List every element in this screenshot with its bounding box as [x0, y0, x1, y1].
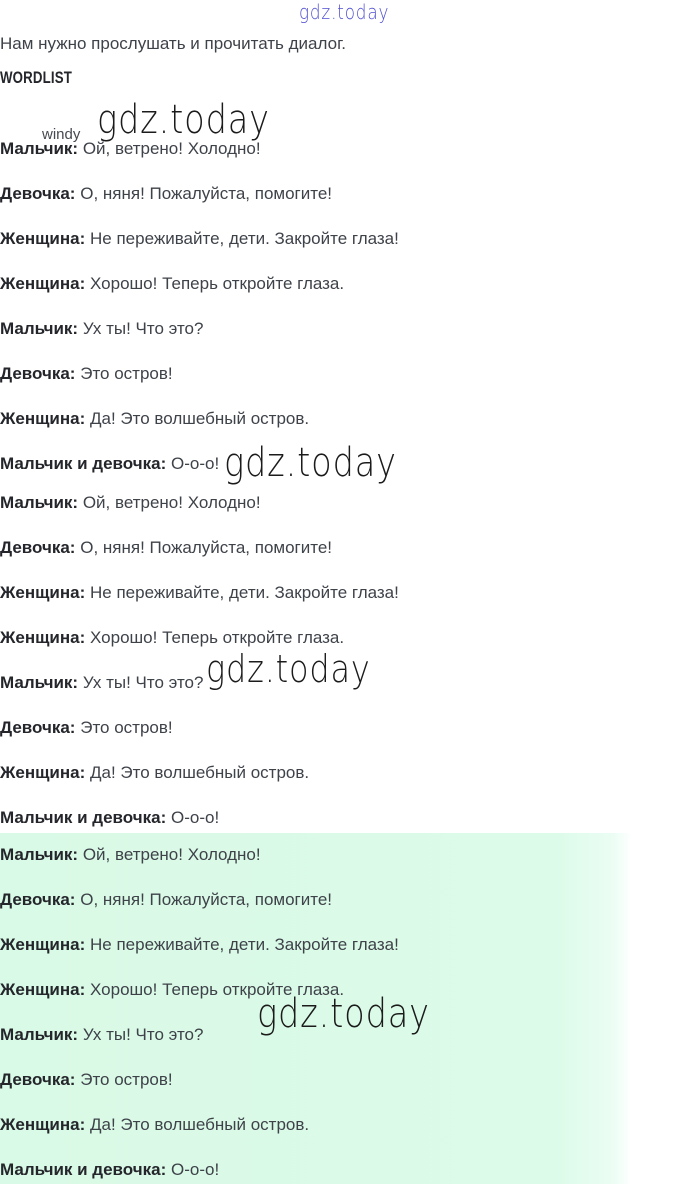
dialog-line [0, 319, 203, 339]
dialog-line [0, 628, 344, 648]
speaker-label: Мальчик: [0, 493, 79, 512]
dialog-line [0, 808, 219, 828]
task-description: Нам нужно прослушать и прочитать диалог. [0, 34, 346, 53]
speech-text: Ой, ветрено! Холодно! [82, 139, 261, 158]
speaker-label: Женщина: [0, 583, 86, 602]
speaker-label: Мальчик: [0, 319, 79, 338]
speech-text: Ух ты! Что это? [82, 319, 204, 338]
speaker-label: Женщина: [0, 763, 86, 782]
dialog-line [0, 184, 332, 204]
speaker-label: Мальчик и девочка: [0, 454, 167, 473]
speaker-label: Девочка: [0, 184, 76, 203]
dialog-line [0, 364, 173, 384]
speaker-label: Женщина: [0, 980, 86, 999]
speech-text: Да! Это волшебный остров. [90, 409, 310, 428]
speech-text: Не переживайте, дети. Закройте глаза! [90, 935, 399, 954]
speech-text: О-о-о! [170, 808, 220, 827]
speech-text: Ой, ветрено! Холодно! [82, 845, 261, 864]
speech-text: Это остров! [80, 364, 173, 383]
speech-text: Ух ты! Что это? [82, 673, 204, 692]
dialog-line [0, 409, 309, 429]
speech-text: Не переживайте, дети. Закройте глаза! [90, 229, 399, 248]
dialog-line [0, 493, 261, 513]
speech-text: Ой, ветрено! Холодно! [82, 493, 261, 512]
wordlist-heading: WORDLIST [0, 68, 72, 87]
gdz-watermark-wordlist: gdz.today [97, 97, 270, 143]
speaker-label: Мальчик: [0, 1025, 79, 1044]
dialog-line [0, 673, 203, 693]
dialog-line [0, 935, 399, 955]
speaker-label: Мальчик и девочка: [0, 808, 167, 827]
dialog-line [0, 845, 261, 865]
speech-text: О-о-о! [170, 454, 220, 473]
speech-text: Хорошо! Теперь откройте глаза. [90, 628, 345, 647]
speaker-label: Девочка: [0, 364, 76, 383]
dialog-line [0, 890, 332, 910]
speech-text: О, няня! Пожалуйста, помогите! [80, 890, 333, 909]
speaker-label: Женщина: [0, 229, 86, 248]
speech-text: Это остров! [80, 718, 173, 737]
dialog-line [0, 538, 332, 558]
speech-text: Хорошо! Теперь откройте глаза. [90, 274, 345, 293]
speaker-label: Женщина: [0, 935, 86, 954]
speaker-label: Женщина: [0, 409, 86, 428]
dialog-line [0, 454, 219, 474]
speaker-label: Женщина: [0, 1115, 86, 1134]
speech-text: О, няня! Пожалуйста, помогите! [80, 538, 333, 557]
dialog-line [0, 583, 399, 603]
dialog-line [0, 274, 344, 294]
speaker-label: Девочка: [0, 890, 76, 909]
speech-text: О-о-о! [170, 1160, 220, 1179]
speech-text: Это остров! [80, 1070, 173, 1089]
speech-text: Ух ты! Что это? [82, 1025, 204, 1044]
speaker-label: Женщина: [0, 274, 86, 293]
dialog-line [0, 763, 309, 783]
dialog-line [0, 718, 173, 738]
wordlist-entry: windy [42, 126, 81, 143]
speaker-label: Мальчик: [0, 139, 79, 158]
speech-text: Хорошо! Теперь откройте глаза. [90, 980, 345, 999]
speaker-label: Девочка: [0, 718, 76, 737]
speaker-label: Девочка: [0, 1070, 76, 1089]
speech-text: Да! Это волшебный остров. [90, 763, 310, 782]
dialog-line [0, 139, 261, 159]
dialog-line [0, 1025, 203, 1045]
dialog-line [0, 229, 399, 249]
speaker-label: Женщина: [0, 628, 86, 647]
gdz-watermark-3: gdz.today [257, 991, 430, 1037]
speaker-label: Мальчик и девочка: [0, 1160, 167, 1179]
speech-text: Не переживайте, дети. Закройте глаза! [90, 583, 399, 602]
speech-text: О, няня! Пожалуйста, помогите! [80, 184, 333, 203]
gdz-watermark-2: gdz.today [206, 647, 371, 691]
gdz-watermark-top: gdz.today [299, 0, 390, 24]
speaker-label: Мальчик: [0, 845, 79, 864]
dialog-line [0, 1160, 219, 1180]
speech-text: Да! Это волшебный остров. [90, 1115, 310, 1134]
gdz-watermark-1: gdz.today [224, 440, 397, 486]
dialog-line [0, 1115, 309, 1135]
dialog-line [0, 1070, 173, 1090]
speaker-label: Девочка: [0, 538, 76, 557]
speaker-label: Мальчик: [0, 673, 79, 692]
